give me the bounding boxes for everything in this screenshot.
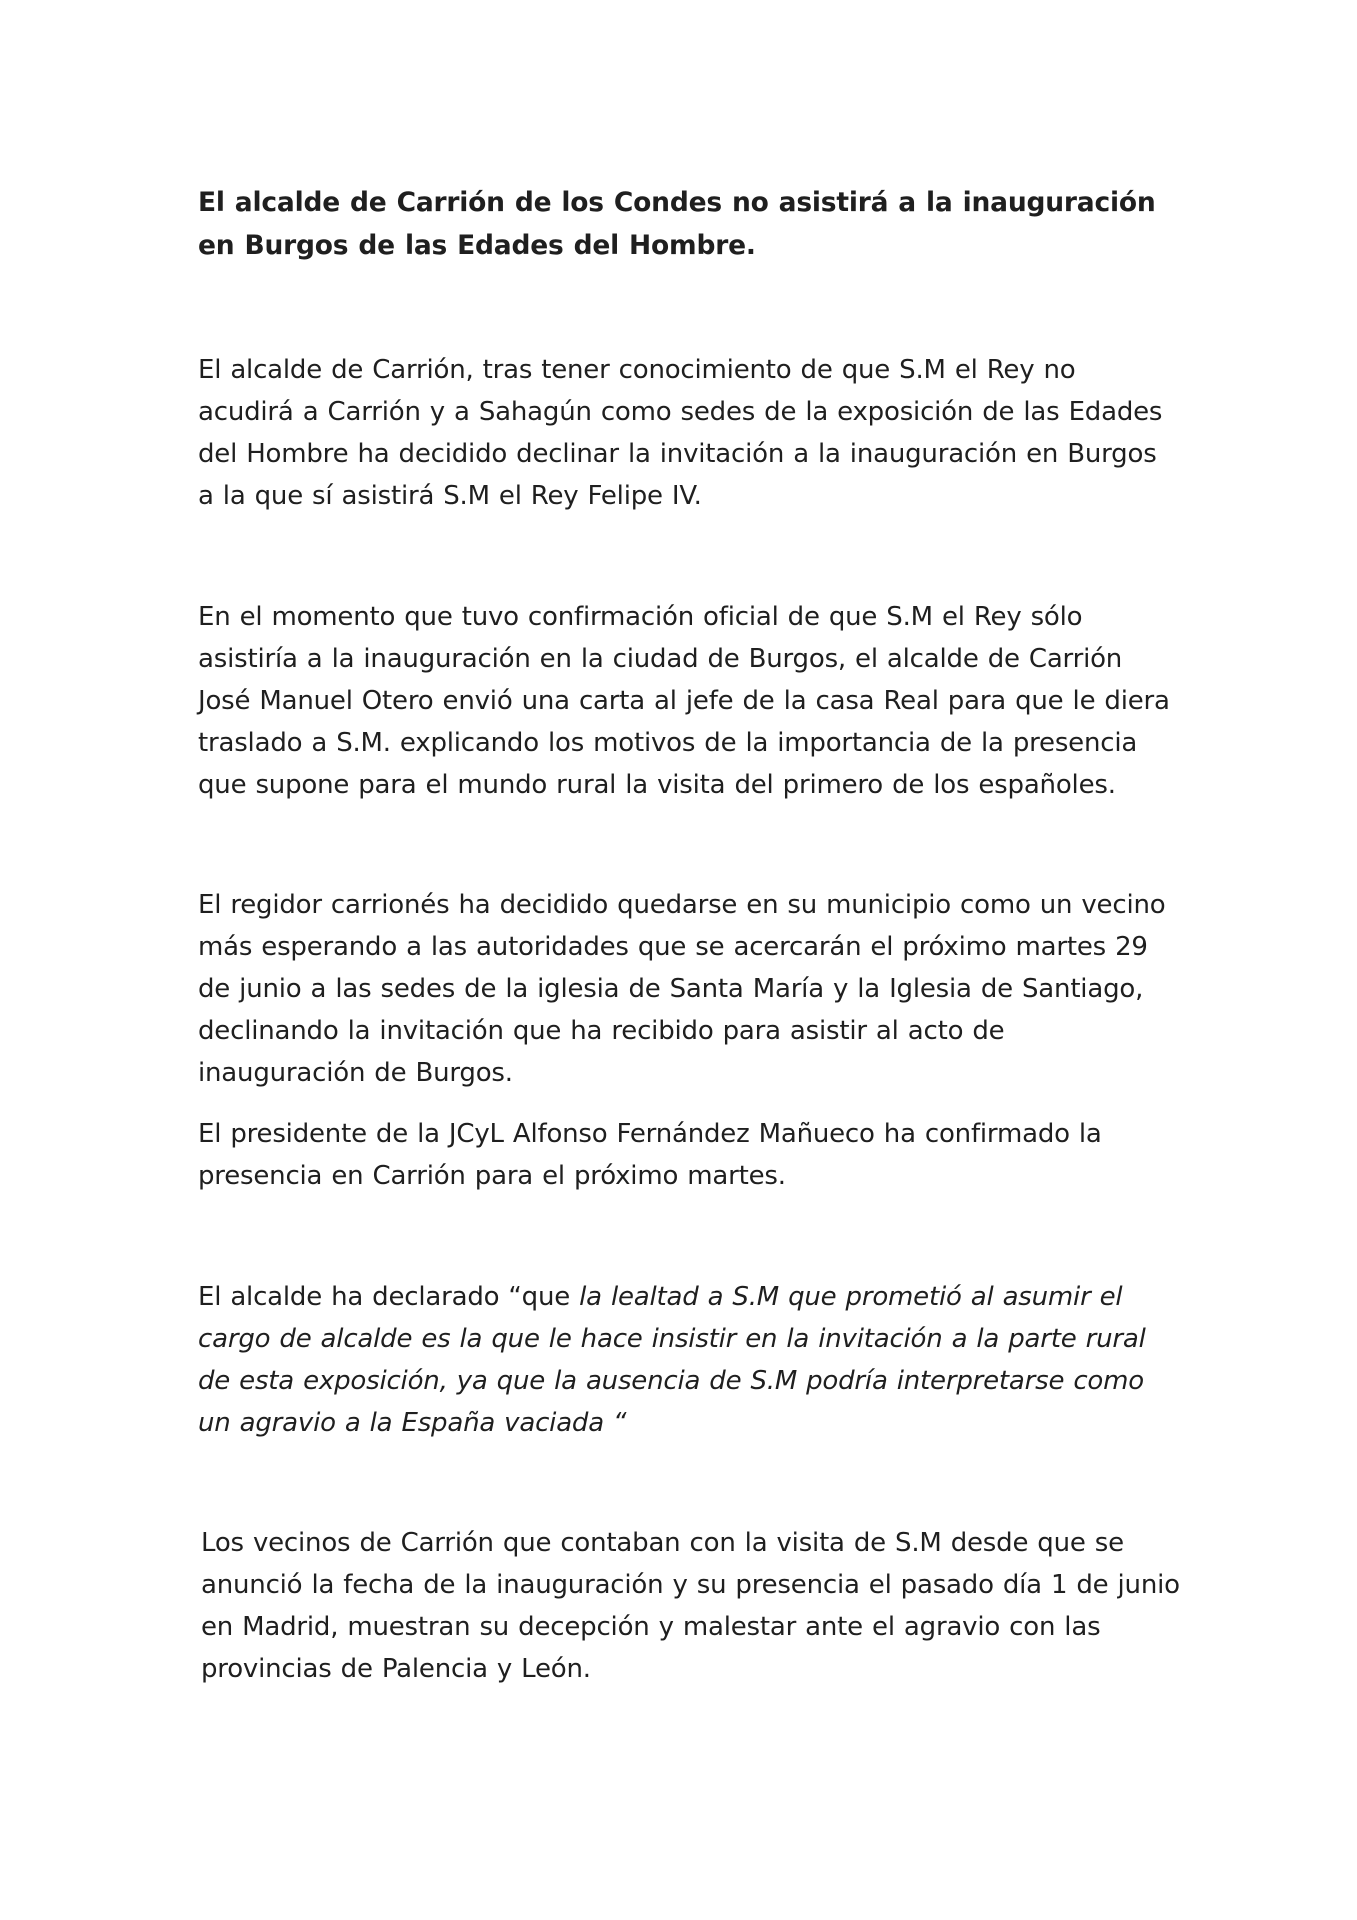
paragraph-residents-disappointment: Los vecinos de Carrión que contaban con la visita de S.M desde que se anunció la fecha de la inauguración y su presencia el pasado día 1 de junio en Madrid, muestran su decepción y malestar ante el agravio con las provincias de Palencia y León.: [201, 1528, 1180, 1684]
paragraph-president-confirmation: El presidente de la JCyL Alfonso Fernández Mañueco ha confirmado la presencia en Carrión para el próximo martes.: [198, 1119, 1102, 1191]
paragraph-mayor-decision: El alcalde de Carrión, tras tener conocimiento de que S.M el Rey no acudirá a Carrión y a Sahagún como sedes de la exposición de las Edades del Hombre ha decidido declinar la invitación a la inauguración en Burgos a la que sí asistirá S.M el Rey Felipe IV.: [198, 355, 1163, 511]
headline: El alcalde de Carrión de los Condes no asistirá a la inauguración en Burgos de las Edades del Hombre.: [198, 187, 1156, 261]
paragraph-mayor-quote: [198, 1276, 1178, 1444]
paragraph-mayor-stays: El regidor carrionés ha decidido quedarse en su municipio como un vecino más esperando a las autoridades que se acercarán el próximo martes 29 de junio a las sedes de la iglesia de Santa María y la Iglesia de Santiago, declinando la invitación que ha recibido para asistir al acto de inauguración de Burgos.: [198, 890, 1166, 1088]
paragraph-official-confirmation: En el momento que tuvo confirmación oficial de que S.M el Rey sólo asistiría a la inauguración en la ciudad de Burgos, el alcalde de Carrión José Manuel Otero envió una carta al jefe de la casa Real para que le diera traslado a S.M. explicando los motivos de la importancia de la presencia que supone para el mundo rural la visita del primero de los españoles.: [198, 602, 1170, 800]
quote-text: la lealtad a S.M que prometió al asumir el cargo de alcalde es la que le hace insistir en la invitación a la parte rural de esta exposición, ya que la ausencia de S.M podría interpretarse como un agravio a la España vaciada “: [198, 1282, 1146, 1438]
quote-lead-text: El alcalde ha declarado “que: [198, 1282, 580, 1312]
